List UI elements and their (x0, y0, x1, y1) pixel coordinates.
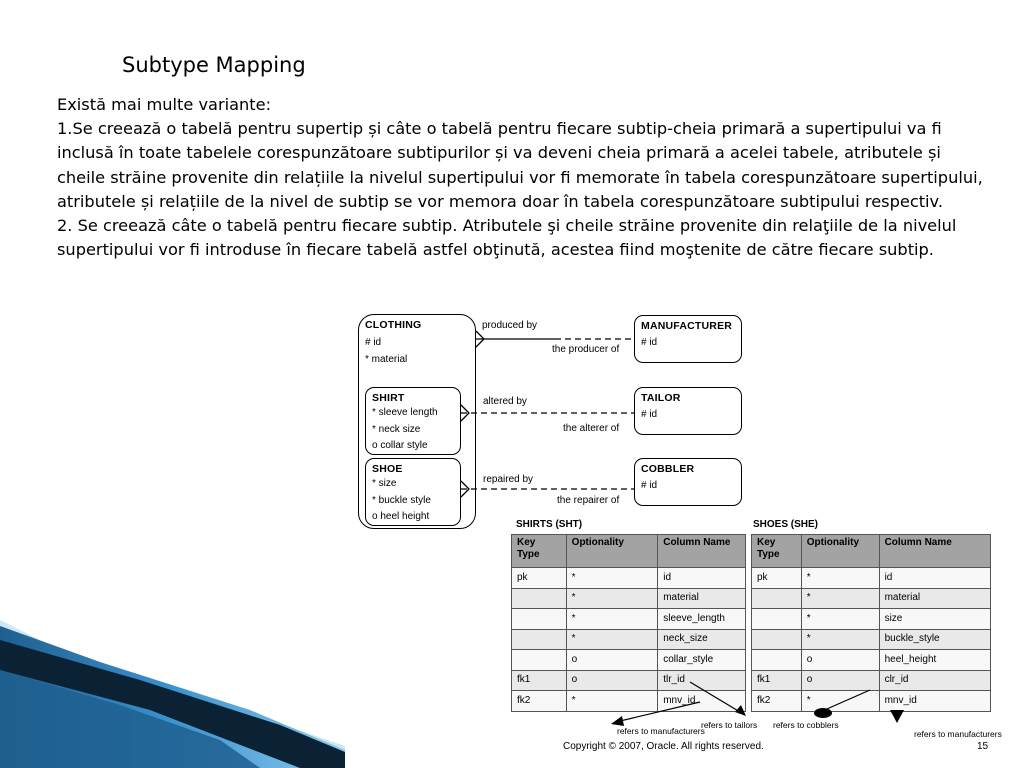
entity-attribute: # id (641, 409, 658, 420)
relationship-label: produced by (482, 320, 538, 331)
table-cell: o (566, 670, 658, 691)
table-cell: id (879, 568, 990, 589)
table-row (752, 609, 991, 630)
column-header: Optionality (801, 535, 879, 568)
table-cell (512, 588, 567, 609)
column-header: Column Name (658, 535, 746, 568)
table-cell (752, 650, 802, 671)
table-cell: * (801, 629, 879, 650)
table-cell (512, 629, 567, 650)
table-row (752, 629, 991, 650)
table-title-shirts: SHIRTS (SHT) (516, 519, 583, 530)
relationship-label: the producer of (552, 344, 620, 355)
table-row (752, 650, 991, 671)
table-cell: fk2 (512, 691, 567, 712)
shirts-table (511, 534, 746, 712)
column-header: Column Name (879, 535, 990, 568)
supertype-attributes (365, 335, 407, 368)
table-cell: size (879, 609, 990, 630)
entity-name: TAILOR (641, 392, 681, 404)
body-text (57, 93, 992, 262)
table-cell (752, 629, 802, 650)
table-cell: * (566, 588, 658, 609)
table-cell (512, 609, 567, 630)
table-cell: clr_id (879, 670, 990, 691)
subtype-attribute: o collar style (372, 440, 428, 451)
table-cell: * (566, 568, 658, 589)
table-title-shoes: SHOES (SHE) (753, 519, 819, 530)
table-cell: * (801, 568, 879, 589)
subtype-attribute: * size (372, 478, 397, 489)
table-row (512, 691, 746, 712)
entity-name: COBBLER (641, 463, 695, 475)
table-row (512, 670, 746, 691)
table-cell: material (879, 588, 990, 609)
subtype-attributes (372, 476, 431, 526)
table-row (512, 629, 746, 650)
note-refers-manufacturers: refers to manufacturers (617, 726, 705, 736)
subtype-attributes (372, 405, 438, 455)
entity-attribute: # id (641, 480, 658, 491)
table-cell: pk (752, 568, 802, 589)
column-header: Optionality (566, 535, 658, 568)
table-cell: mnv_id (879, 691, 990, 712)
table-cell: material (658, 588, 746, 609)
supertype-name: CLOTHING (365, 319, 422, 331)
table-header-row (752, 535, 991, 568)
subtype-shoe-box (365, 458, 461, 526)
slide-title: Subtype Mapping (122, 53, 306, 77)
table-row (752, 691, 991, 712)
corner-decoration (0, 600, 350, 768)
table-row (512, 609, 746, 630)
table-cell: buckle_style (879, 629, 990, 650)
subtype-attribute: * sleeve length (372, 407, 438, 418)
shoes-table (751, 534, 991, 712)
table-header-row (512, 535, 746, 568)
table-row (752, 588, 991, 609)
table-row (512, 568, 746, 589)
subtype-name: SHOE (372, 463, 403, 475)
relationship-label: repaired by (483, 474, 534, 485)
column-header: Key Type (752, 535, 802, 568)
page-number: 15 (977, 741, 989, 752)
table-cell: * (801, 588, 879, 609)
entity-cobbler-box (634, 458, 742, 506)
table-cell: neck_size (658, 629, 746, 650)
table-cell: sleeve_length (658, 609, 746, 630)
table-row (512, 588, 746, 609)
table-row (512, 650, 746, 671)
subtype-attribute: * neck size (372, 423, 421, 435)
note-refers-cobblers: refers to cobblers (773, 720, 839, 730)
entity-attribute: # id (641, 337, 658, 348)
variant-one-paragraph: 1.Se creează o tabelă pentru supertip și câte o tabelă pentru fiecare subtip-cheia primară a supertipului va fi inclusă în toate tabelele corespunzătoare subtipurilor și va deveni cheia primară a acelei tabele, atributele și cheile străine provenite din relațiile la nivelul supertipului vor fi memorate în tabela corespunzătoare supertipului, atributele și relațiile de la nivel de subtip se vor memora doar în tabela corespunzătoare subtipului respectiv. (57, 119, 983, 211)
subtype-name: SHIRT (372, 392, 405, 404)
table-cell: * (801, 609, 879, 630)
copyright-text: Copyright © 2007, Oracle. All rights reserved. (563, 741, 764, 752)
table-cell: * (566, 629, 658, 650)
table-cell: * (801, 691, 879, 712)
variant-two-paragraph: 2. Se creează câte o tabelă pentru fiecare subtip. Atributele şi cheile străine provenite din relaţiile de la nivelul supertipului vor fi introduse în fiecare tabelă astfel obţinută, acestea fiind moştenite de către fiecare subtip. (57, 216, 957, 260)
table-row (752, 568, 991, 589)
entity-tailor-box (634, 387, 742, 435)
relationship-label: altered by (483, 396, 527, 407)
table-cell: o (566, 650, 658, 671)
table-cell: collar_style (658, 650, 746, 671)
table-cell (752, 588, 802, 609)
table-cell (752, 609, 802, 630)
relationship-label: the repairer of (557, 495, 620, 506)
subtype-shirt-box (365, 387, 461, 455)
table-cell: tlr_id (658, 670, 746, 691)
note-refers-tailors: refers to tailors (701, 720, 758, 730)
table-cell: id (658, 568, 746, 589)
table-cell (512, 650, 567, 671)
subtype-attribute: o heel height (372, 511, 430, 522)
relationship-label: the alterer of (563, 423, 620, 434)
table-cell: fk1 (752, 670, 802, 691)
table-cell: heel_height (879, 650, 990, 671)
table-cell: o (801, 650, 879, 671)
table-cell: * (566, 691, 658, 712)
supertype-attribute: * material (365, 353, 408, 365)
entity-manufacturer-box (634, 315, 742, 363)
table-cell: fk2 (752, 691, 802, 712)
table-cell: o (801, 670, 879, 691)
column-header: Key Type (512, 535, 567, 568)
entity-attributes (641, 407, 657, 424)
table-cell: fk1 (512, 670, 567, 691)
subtype-attribute: * buckle style (372, 494, 431, 506)
entity-attributes (641, 478, 657, 495)
supertype-attribute: # id (365, 337, 382, 348)
entity-name: MANUFACTURER (641, 320, 733, 332)
table-cell: * (566, 609, 658, 630)
table-row (752, 670, 991, 691)
table-cell: pk (512, 568, 567, 589)
note-refers-manufacturers: refers to manufacturers (914, 729, 1002, 739)
intro-paragraph: Există mai multe variante: (57, 95, 272, 114)
entity-attributes (641, 335, 657, 352)
table-cell: mnv_id (658, 691, 746, 712)
relationship-altered-by-line (461, 405, 634, 421)
